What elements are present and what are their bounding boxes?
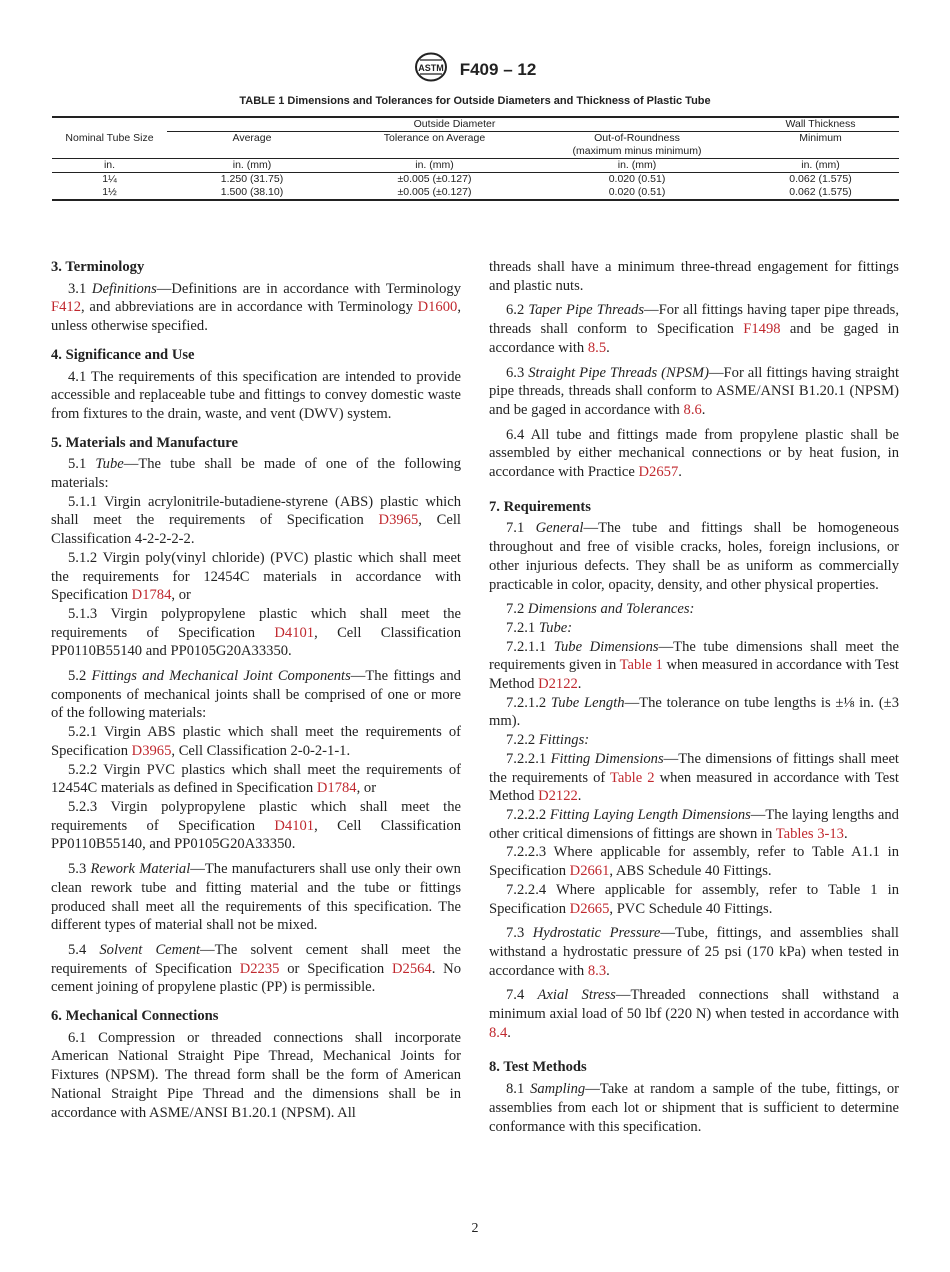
paragraph-7-2-2-4: 7.2.2.4 Where applicable for assembly, refer to Table 1 in Specification D2665, PVC Schedule 40 Fittings. xyxy=(489,881,899,917)
paragraph-5-3: 5.3 Rework Material—The manufacturers shall use only their own clean rework tube and fitting material and the tube or fittings produced shall meet all the requirements of this specification. The different types of material shall not be mixed. xyxy=(51,861,461,934)
ref-link-tables-3-13[interactable]: Tables 3-13 xyxy=(775,825,844,842)
table-unit-cell: in. (mm) xyxy=(337,159,532,173)
paragraph-7-3: 7.3 Hydrostatic Pressure—Tube, fittings, and assemblies shall withstand a hydrostatic pressure of 25 psi (170 kPa) when tested in accordance with 8.3. xyxy=(489,925,899,979)
section-5-heading: 5. Materials and Manufacture xyxy=(51,434,238,451)
ref-link-d3965[interactable]: D3965 xyxy=(378,512,419,529)
table-header-out-of-roundness xyxy=(532,132,742,159)
page-number: 2 xyxy=(471,1221,479,1236)
paragraph-5-1: 5.1 Tube—The tube shall be made of one of the following materials: xyxy=(51,456,461,492)
table-header-oor-sub: (maximum minus minimum) xyxy=(572,145,702,157)
table-empty-cell xyxy=(52,117,167,132)
table-cell: 0.020 (0.51) xyxy=(608,173,666,185)
table-1 xyxy=(52,116,899,201)
table-column-header-row xyxy=(52,132,899,159)
ref-link-8-5[interactable]: 8.5 xyxy=(587,339,607,356)
table-units-row xyxy=(52,159,899,173)
paragraph-5-1-2: 5.1.2 Virgin poly(vinyl chloride) (PVC) plastic which shall meet the requirements for 12454C materials in accordance with Specification D1784, or xyxy=(51,549,461,604)
table-cell: 1.250 (31.75) xyxy=(220,173,284,185)
left-column xyxy=(51,258,461,1122)
paragraph-5-4: 5.4 Solvent Cement—The solvent cement shall meet the requirements of Specification D2235 or Specification D2564. No cement joining of propylene plastic (PP) is permissible. xyxy=(51,941,462,996)
paragraph-6-3: 6.3 Straight Pipe Threads (NPSM)—For all fittings having straight pipe threads, threads shall conform to ASME/ANSI B1.20.1 (NPSM) and be gaged in accordance with 8.6. xyxy=(489,364,900,418)
ref-link-d2661[interactable]: D2661 xyxy=(569,863,610,880)
ref-link-d2657[interactable]: D2657 xyxy=(638,464,679,481)
table-group-wall-thickness: Wall Thickness xyxy=(742,117,899,132)
paragraph-5-1-3: 5.1.3 Virgin polypropylene plastic which shall meet the requirements of Specification D4101, Cell Classification PP0110B55140 and PP0105G20A33350. xyxy=(51,605,461,660)
table-cell: 1½ xyxy=(52,186,167,200)
table-caption: TABLE 1 Dimensions and Tolerances for Outside Diameters and Thickness of Plastic Tube xyxy=(239,95,711,107)
ref-link-d2122[interactable]: D2122 xyxy=(538,676,578,693)
table-unit-cell: in. (mm) xyxy=(742,159,899,173)
table-unit-cell: in. (mm) xyxy=(167,159,337,173)
table-row xyxy=(52,173,899,187)
paragraph-5-2: 5.2 Fittings and Mechanical Joint Components—The fittings and components of mechanical joints shall be comprised of one or more of the following materials: xyxy=(51,668,461,722)
ref-link-f1498[interactable]: F1498 xyxy=(743,321,781,338)
paragraph-6-2: 6.2 Taper Pipe Threads—For all fittings having taper pipe threads, threads shall conform to Specification F1498 and be gaged in accordance with 8.5. xyxy=(489,302,900,356)
section-4-heading: 4. Significance and Use xyxy=(51,346,195,363)
ref-link-table-1[interactable]: Table 1 xyxy=(619,657,663,674)
section-6-heading: 6. Mechanical Connections xyxy=(51,1008,219,1025)
ref-link-d2235[interactable]: D2235 xyxy=(239,960,280,977)
ref-link-8-4[interactable]: 8.4 xyxy=(489,1024,508,1041)
table-header-oor-label: Out-of-Roundness xyxy=(594,132,680,144)
paragraph-3-1: 3.1 Definitions—Definitions are in accordance with Terminology F412, and abbreviations are in accordance with Terminology D1600, unless otherwise specified. xyxy=(51,280,462,335)
paragraph-7-2: 7.2 Dimensions and Tolerances: xyxy=(506,601,695,618)
ref-link-8-3[interactable]: 8.3 xyxy=(587,962,607,979)
section-7-heading: 7. Requirements xyxy=(489,498,591,515)
page-header xyxy=(0,52,950,87)
ref-link-d1600[interactable]: D1600 xyxy=(417,299,458,316)
paragraph-7-2-2: 7.2.2 Fittings: xyxy=(506,732,590,749)
paragraph-5-2-3: 5.2.3 Virgin polypropylene plastic which shall meet the requirements of Specification D4101, Cell Classification PP0110B55140, and PP0105G20A33350. xyxy=(51,798,461,853)
paragraph-7-2-2-1: 7.2.2.1 Fitting Dimensions—The dimensions of fittings shall meet the requirements of Table 2 when measured in accordance with Test Method D2122. xyxy=(489,750,899,805)
table-group-header-row xyxy=(52,117,899,132)
paragraph-7-2-1: 7.2.1 Tube: xyxy=(506,619,573,636)
paragraph-4-1: 4.1 The requirements of this specification are intended to provide accessible and replaceable tube and fittings to convey domestic waste from fixtures to the drain, waste, and vent (DWV) system. xyxy=(51,368,461,422)
table-cell: 0.062 (1.575) xyxy=(789,173,852,185)
ref-link-8-6[interactable]: 8.6 xyxy=(683,401,702,418)
paragraph-7-2-1-2: 7.2.1.2 Tube Length—The tolerance on tube lengths is ±⅛ in. (±3 mm). xyxy=(489,694,899,730)
section-3-heading: 3. Terminology xyxy=(51,259,145,275)
paragraph-6-1-continued: threads shall have a minimum three-thread engagement for fittings and plastic nuts. xyxy=(489,259,899,294)
ref-link-d4101[interactable]: D4101 xyxy=(274,624,315,641)
table-cell: ±0.005 (±0.127) xyxy=(337,186,532,200)
ref-link-d2122[interactable]: D2122 xyxy=(538,788,578,805)
paragraph-5-2-2: 5.2.2 Virgin PVC plastics which shall meet the requirements of 12454C materials as defined in Specification D1784, or xyxy=(51,761,461,797)
table-group-outside-diameter: Outside Diameter xyxy=(167,117,742,132)
paragraph-7-2-1-1: 7.2.1.1 Tube Dimensions—The tube dimensions shall meet the requirements given in Table 1 when measured in accordance with Test Method D2122. xyxy=(489,638,899,693)
ref-link-f412[interactable]: F412 xyxy=(51,299,82,316)
paragraph-7-2-2-3: 7.2.2.3 Where applicable for assembly, refer to Table A1.1 in Specification D2661, ABS Schedule 40 Fittings. xyxy=(489,844,899,880)
paragraph-7-1: 7.1 General—The tube and fittings shall be homogeneous throughout and free of visible cracks, holes, foreign inclusions, or other injurious defects. They shall be as uniform as commercially practicable in color, opacity, density, and other physical properties. xyxy=(489,520,899,593)
table-cell: 0.020 (0.51) xyxy=(532,186,742,200)
section-8-heading: 8. Test Methods xyxy=(489,1059,587,1076)
paragraph-5-1-1: 5.1.1 Virgin acrylonitrile-butadiene-styrene (ABS) plastic which shall meet the requirements of Specification D3965, Cell Classification 4-2-2-2-2. xyxy=(51,493,461,548)
table-header-nominal: Nominal Tube Size xyxy=(65,131,154,144)
table-row xyxy=(52,186,899,200)
paragraph-5-2-1: 5.2.1 Virgin ABS plastic which shall meet the requirements of Specification D3965, Cell Classification 2-0-2-1-1. xyxy=(51,724,461,759)
table-unit-cell: in. (mm) xyxy=(532,159,742,173)
paragraph-6-4: 6.4 All tube and fittings made from propylene plastic shall be assembled by either mechanical connections or by heat fusion, in accordance with Practice D2657. xyxy=(489,426,899,481)
ref-link-d2564[interactable]: D2564 xyxy=(392,960,432,977)
table-cell: 0.062 (1.575) xyxy=(742,186,899,200)
astm-logo-icon xyxy=(414,52,448,87)
right-column xyxy=(489,258,899,1136)
paragraph-7-4: 7.4 Axial Stress—Threaded connections shall withstand a minimum axial load of 50 lbf (220 N) when tested in accordance with 8.4. xyxy=(489,987,900,1041)
table-cell: ±0.005 (±0.127) xyxy=(397,173,472,185)
table-cell: 1.500 (38.10) xyxy=(167,186,337,200)
table-cell: 1¼ xyxy=(102,173,117,185)
ref-link-d1784[interactable]: D1784 xyxy=(131,587,172,604)
paragraph-6-1: 6.1 Compression or threaded connections shall incorporate American National Straight Pipe Thread, Mechanical Joints for Fixtures (NPSM). The thread form shall be the form of American National Straight Pipe Thread and the dimensions shall be in accordance with ASME/ANSI B1.20.1 (NPSM). All xyxy=(51,1029,461,1121)
ref-link-d4101[interactable]: D4101 xyxy=(274,817,315,834)
ref-link-d1784[interactable]: D1784 xyxy=(316,780,357,797)
astm-logo-text: ASTM xyxy=(417,63,444,73)
table-unit-cell: in. xyxy=(52,159,167,173)
paragraph-8-1: 8.1 Sampling—Take at random a sample of the tube, fittings, or assemblies from each lot or shipment that is sufficient to determine conformance with this specification. xyxy=(489,1081,899,1135)
ref-link-d3965[interactable]: D3965 xyxy=(131,742,172,759)
designation-label: F409 – 12 xyxy=(459,59,537,79)
table-header-average: Average xyxy=(232,132,272,144)
paragraph-7-2-2-2: 7.2.2.2 Fitting Laying Length Dimensions—The laying lengths and other critical dimensions of fittings are shown in Tables 3-13. xyxy=(489,806,899,842)
table-header-tolerance: Tolerance on Average xyxy=(383,132,486,144)
table-header-minimum: Minimum xyxy=(799,132,842,144)
ref-link-d2665[interactable]: D2665 xyxy=(569,900,610,917)
ref-link-table-2[interactable]: Table 2 xyxy=(610,769,655,786)
